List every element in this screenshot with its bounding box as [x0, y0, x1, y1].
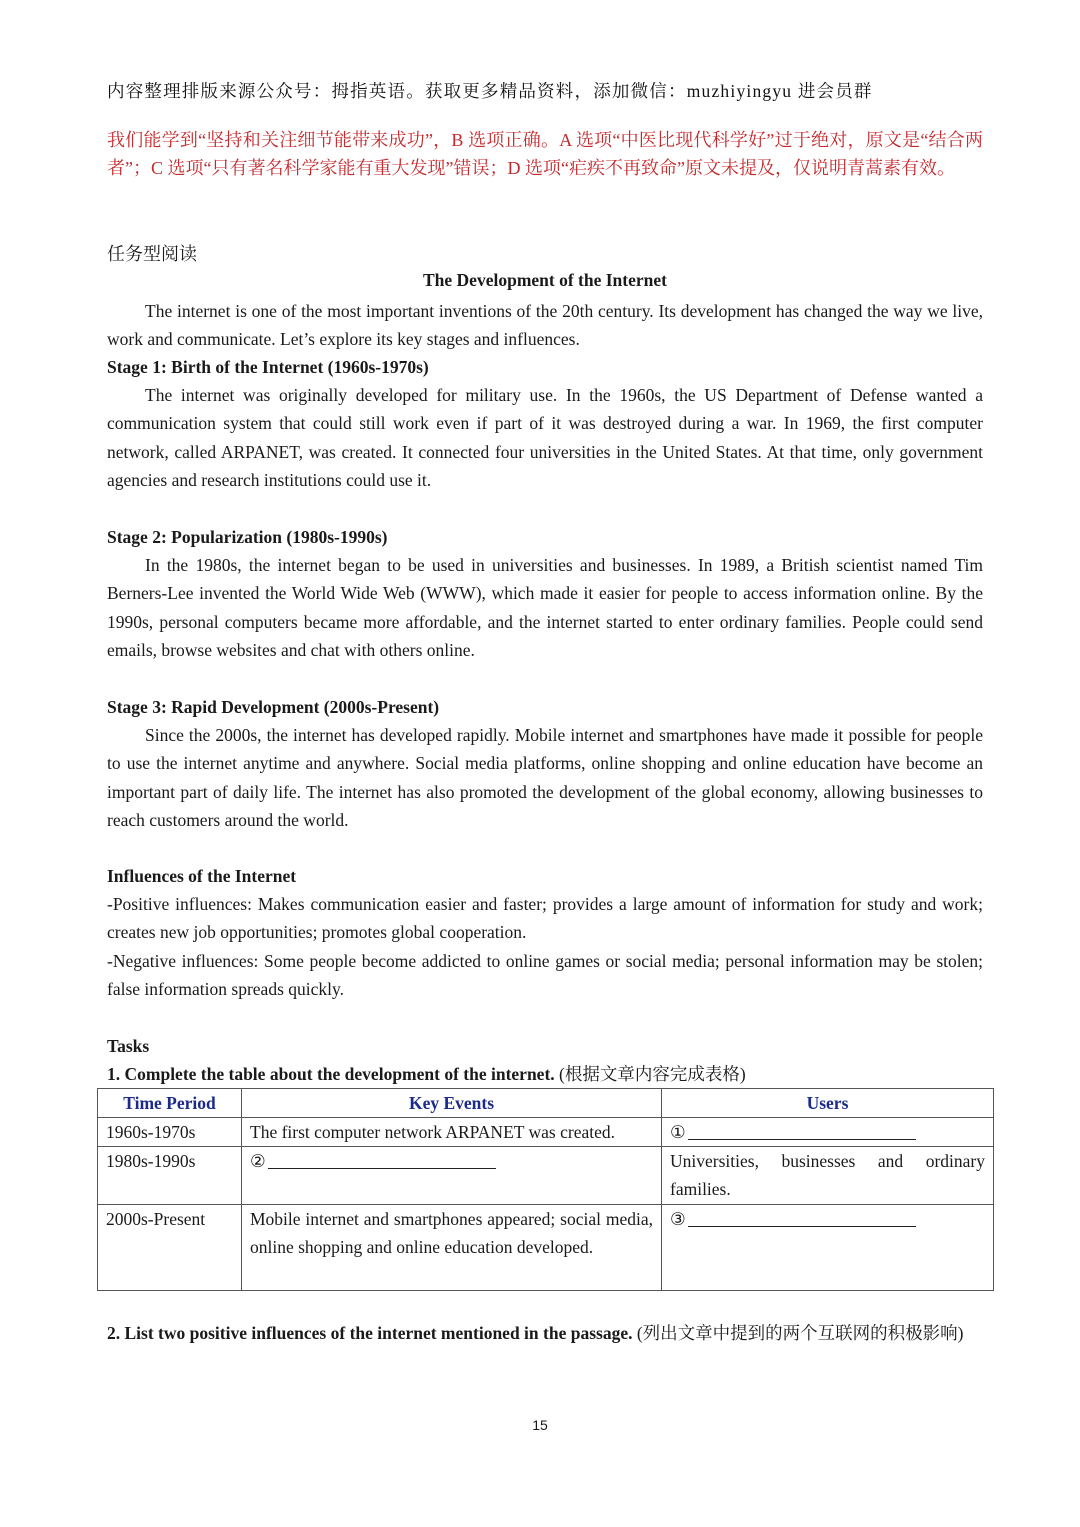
stage-3-text: Since the 2000s, the internet has developed rapidly. Mobile internet and smartphones have made it possible for people to use the internet anytime and anywhere. Social media platforms, online shopping and online education have become an important part of daily life. The internet has also promoted the development of the global economy, allowing businesses to reach customers around the world. — [107, 725, 983, 830]
blank-marker: ② — [250, 1151, 266, 1171]
stage-2-heading: Stage 2: Popularization (1980s-1990s) — [107, 527, 388, 547]
task-2-prompt — [107, 1319, 983, 1347]
stage-2-text: In the 1980s, the internet began to be used in universities and businesses. In 1989, a British scientist named Tim Berners-Lee invented the World Wide Web (WWW), which made it easier for people to access information online. By the 1990s, personal computers became more affordable, and the internet started to enter ordinary families. People could send emails, browse websites and chat with others online. — [107, 555, 983, 660]
answer-blank-1[interactable] — [688, 1121, 916, 1140]
cell-period: 1960s-1970s — [98, 1118, 242, 1147]
answer-blank-2[interactable] — [268, 1150, 496, 1169]
influences-heading: Influences of the Internet — [107, 866, 297, 886]
cell-period: 2000s-Present — [98, 1205, 242, 1291]
task-1-prompt — [107, 1060, 983, 1088]
answer-blank-3[interactable] — [688, 1208, 916, 1227]
table-row — [98, 1205, 994, 1291]
cell-users — [662, 1118, 994, 1147]
article-intro: The internet is one of the most important inventions of the 20th century. Its development has changed the way we live, work and communicate. Let’s explore its key stages and influences. — [107, 301, 983, 350]
page-number: 15 — [532, 1417, 548, 1433]
header-users: Users — [662, 1089, 994, 1118]
table-header-row — [98, 1089, 994, 1118]
stage-1-text: The internet was originally developed for military use. In the 1960s, the US Department of Defense wanted a communication system that could still work even if part of it was destroyed during a war. In 1969, the first computer network, called ARPANET, was created. It connected four universities in the United States. At that time, only government agencies and research institutions could use it. — [107, 385, 983, 490]
header-key-events: Key Events — [242, 1089, 662, 1118]
cell-events: The first computer network ARPANET was created. — [242, 1118, 662, 1147]
cell-users: Universities, businesses and ordinary families. — [662, 1147, 994, 1205]
task-2-text: 2. List two positive influences of the internet mentioned in the passage. — [107, 1323, 633, 1343]
development-table — [97, 1088, 994, 1291]
answer-explanation: 我们能学到“坚持和关注细节能带来成功”，B 选项正确。A 选项“中医比现代科学好”过于绝对，原文是“结合两者”；C 选项“只有著名科学家能有重大发现”错误；D 选项“疟疾不再致命”原文未提及，仅说明青蒿素有效。 — [107, 130, 983, 178]
article-title: The Development of the Internet — [423, 270, 667, 290]
negative-influences: -Negative influences: Some people become addicted to online games or social media; personal information may be stolen; false information spreads quickly. — [107, 951, 983, 1000]
header-time-period: Time Period — [98, 1089, 242, 1118]
task-2-cn: (列出文章中提到的两个互联网的积极影响) — [632, 1323, 964, 1343]
cell-users — [662, 1205, 994, 1291]
cell-events: Mobile internet and smartphones appeared; social media, online shopping and online education developed. — [242, 1205, 662, 1291]
cell-events — [242, 1147, 662, 1205]
section-label: 任务型阅读 — [107, 244, 197, 264]
cell-period: 1980s-1990s — [98, 1147, 242, 1205]
task-1-text: 1. Complete the table about the development of the internet. — [107, 1064, 555, 1084]
source-header: 内容整理排版来源公众号：拇指英语。获取更多精品资料，添加微信：muzhiyingyu 进会员群 — [107, 81, 873, 101]
task-1-cn: (根据文章内容完成表格) — [554, 1064, 746, 1084]
stage-1-heading: Stage 1: Birth of the Internet (1960s-1970s) — [107, 357, 429, 377]
blank-marker: ③ — [670, 1209, 686, 1229]
tasks-heading: Tasks — [107, 1036, 150, 1056]
blank-marker: ① — [670, 1122, 686, 1142]
table-row — [98, 1118, 994, 1147]
table-row — [98, 1147, 994, 1205]
stage-3-heading: Stage 3: Rapid Development (2000s-Present) — [107, 697, 440, 717]
positive-influences: -Positive influences: Makes communication easier and faster; provides a large amount of information for study and work; creates new job opportunities; promotes global cooperation. — [107, 894, 983, 943]
